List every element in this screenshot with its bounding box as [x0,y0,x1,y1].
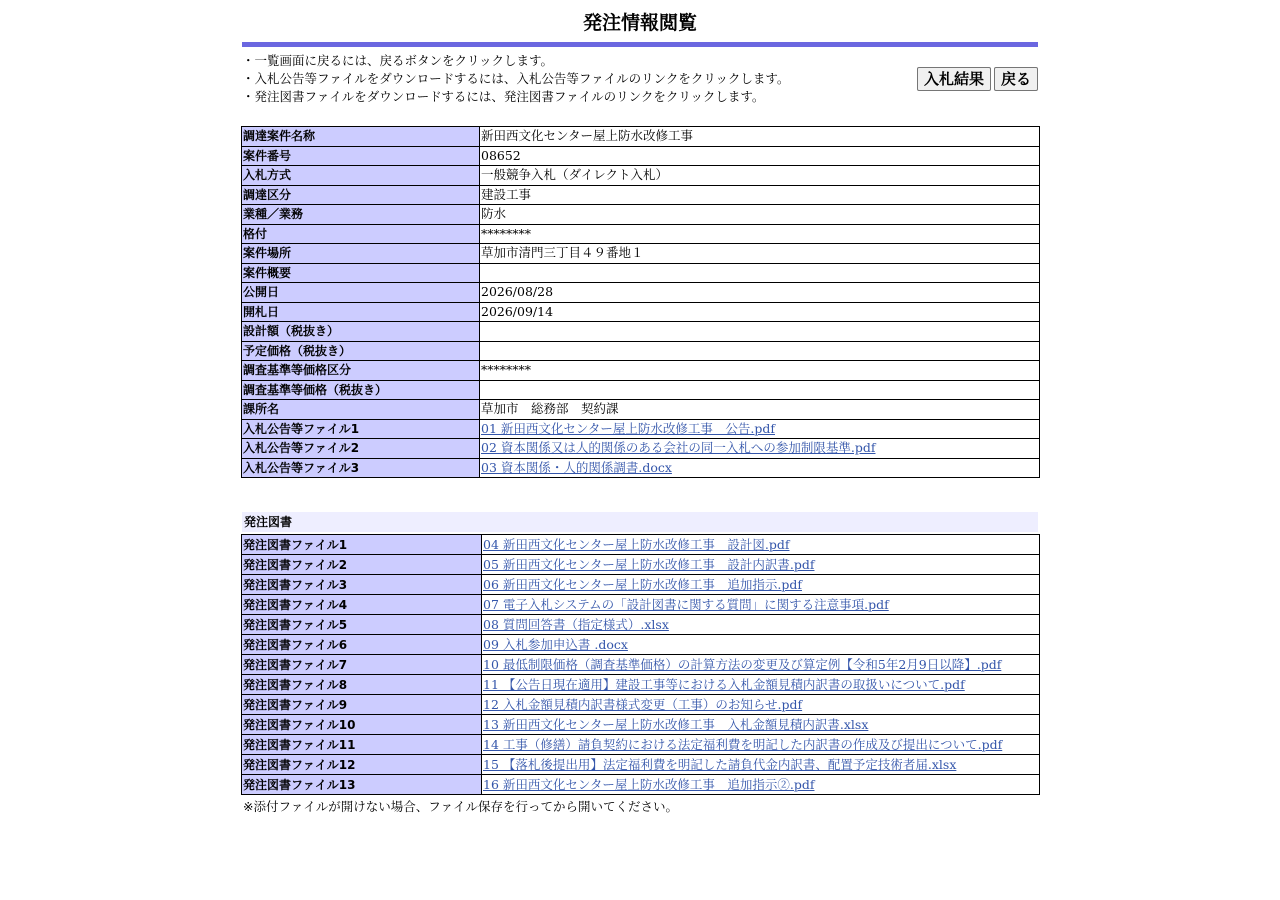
table-row [242,439,1040,459]
table-row [242,205,1040,225]
row-value: 一般競争入札（ダイレクト入札） [480,166,1040,186]
row-value [482,575,1040,595]
table-row [242,224,1040,244]
drawing-file-link[interactable]: 12 入札金額見積内訳書様式変更（工事）のお知らせ.pdf [483,696,803,712]
row-label: 開札日 [242,302,480,322]
table-row [242,419,1040,439]
row-value: 草加市 総務部 契約課 [480,400,1040,420]
row-value [482,675,1040,695]
row-label: 発注図書ファイル1 [242,535,482,555]
row-value [482,715,1040,735]
table-row [242,715,1040,735]
table-row [242,361,1040,381]
row-label: 調査基準等価格（税抜き） [242,380,480,400]
row-label: 調査基準等価格区分 [242,361,480,381]
row-label: 予定価格（税抜き） [242,341,480,361]
row-value [480,439,1040,459]
table-row [242,166,1040,186]
drawing-file-link[interactable]: 06 新田西文化センター屋上防水改修工事 追加指示.pdf [483,576,802,592]
table-row [242,458,1040,478]
row-label: 発注図書ファイル9 [242,695,482,715]
procurement-info-table [241,126,1040,478]
drawing-file-link[interactable]: 10 最低制限価格（調査基準価格）の計算方法の変更及び算定例【令和5年2月9日以降】.pdf [483,656,1002,672]
drawings-section-title: 発注図書 [242,512,1038,532]
row-label: 調達区分 [242,185,480,205]
table-row [242,185,1040,205]
table-row [242,655,1040,675]
table-row [242,555,1040,575]
row-label: 入札公告等ファイル3 [242,458,480,478]
page-title: 発注情報閲覧 [582,12,697,34]
action-buttons [917,67,1038,91]
drawing-file-link[interactable]: 16 新田西文化センター屋上防水改修工事 追加指示②.pdf [483,776,815,792]
table-row [242,244,1040,264]
row-value [482,635,1040,655]
row-label: 発注図書ファイル6 [242,635,482,655]
row-value [482,595,1040,615]
row-label: 発注図書ファイル12 [242,755,482,775]
row-label: 調達案件名称 [242,127,480,147]
drawing-file-link[interactable]: 13 新田西文化センター屋上防水改修工事 入札金額見積内訳書.xlsx [483,716,869,732]
row-label: 発注図書ファイル10 [242,715,482,735]
row-label: 課所名 [242,400,480,420]
instruction-line: ・入札公告等ファイルをダウンロードするには、入札公告等ファイルのリンクをクリックします。 [242,71,790,86]
row-label: 発注図書ファイル13 [242,775,482,795]
notice-file-link[interactable]: 02 資本関係又は人的関係のある会社の同一入札への参加制限基準.pdf [481,440,876,456]
row-value [482,755,1040,775]
row-label: 公開日 [242,283,480,303]
row-label: 発注図書ファイル4 [242,595,482,615]
row-label: 発注図書ファイル11 [242,735,482,755]
table-row [242,775,1040,795]
row-value: ******** [480,224,1040,244]
back-button[interactable]: 戻る [994,67,1038,91]
row-value [482,735,1040,755]
row-label: 入札方式 [242,166,480,186]
drawing-file-link[interactable]: 08 質問回答書（指定様式）.xlsx [483,616,669,632]
table-row [242,380,1040,400]
drawing-file-link[interactable]: 11 【公告日現在適用】建設工事等における入札金額見積内訳書の取扱いについて.pdf [483,676,965,692]
bid-result-button[interactable]: 入札結果 [917,67,991,91]
table-row [242,127,1040,147]
drawings-table [241,534,1040,795]
row-label: 案件概要 [242,263,480,283]
row-value: 2026/09/14 [480,302,1040,322]
row-label: 案件番号 [242,146,480,166]
table-row [242,146,1040,166]
instruction-line: ・一覧画面に戻るには、戻るボタンをクリックします。 [242,53,554,68]
row-value [480,341,1040,361]
instruction-line: ・発注図書ファイルをダウンロードするには、発注図書ファイルのリンクをクリックします。 [242,89,765,104]
title-divider [242,42,1038,47]
table-row [242,535,1040,555]
drawing-file-link[interactable]: 09 入札参加申込書 .docx [483,636,628,652]
table-row [242,615,1040,635]
row-label: 業種／業務 [242,205,480,225]
row-label: 発注図書ファイル2 [242,555,482,575]
row-value [482,655,1040,675]
row-value: 2026/08/28 [480,283,1040,303]
row-value [482,775,1040,795]
row-label: 入札公告等ファイル2 [242,439,480,459]
table-row [242,595,1040,615]
row-value [480,380,1040,400]
row-value: 建設工事 [480,185,1040,205]
drawing-file-link[interactable]: 05 新田西文化センター屋上防水改修工事 設計内訳書.pdf [483,556,815,572]
row-label: 格付 [242,224,480,244]
row-value [480,458,1040,478]
table-row [242,695,1040,715]
notice-file-link[interactable]: 01 新田西文化センター屋上防水改修工事 公告.pdf [481,420,775,436]
row-value [480,419,1040,439]
row-value [480,263,1040,283]
row-label: 発注図書ファイル5 [242,615,482,635]
drawing-file-link[interactable]: 04 新田西文化センター屋上防水改修工事 設計図.pdf [483,536,790,552]
row-value [482,615,1040,635]
row-label: 発注図書ファイル8 [242,675,482,695]
row-value: 防水 [480,205,1040,225]
row-label: 入札公告等ファイル1 [242,419,480,439]
row-label: 発注図書ファイル7 [242,655,482,675]
table-row [242,263,1040,283]
drawing-file-link[interactable]: 15 【落札後提出用】法定福利費を明記した請負代金内訳書、配置予定技術者届.xlsx [483,756,957,772]
table-row [242,341,1040,361]
table-row [242,575,1040,595]
row-value: 新田西文化センター屋上防水改修工事 [480,127,1040,147]
table-row [242,400,1040,420]
table-row [242,322,1040,342]
table-row [242,735,1040,755]
table-row [242,675,1040,695]
notice-file-link[interactable]: 03 資本関係・人的関係調書.docx [481,459,672,475]
drawing-file-link[interactable]: 14 工事（修繕）請負契約における法定福利費を明記した内訳書の作成及び提出について.pdf [483,736,1003,752]
row-value [482,695,1040,715]
row-value: 草加市清門三丁目４９番地１ [480,244,1040,264]
row-value [480,322,1040,342]
table-row [242,635,1040,655]
footnote: ※添付ファイルが開けない場合、ファイル保存を行ってから開いてください。 [243,799,678,814]
row-value: ******** [480,361,1040,381]
row-value [482,555,1040,575]
row-label: 案件場所 [242,244,480,264]
row-label: 発注図書ファイル3 [242,575,482,595]
drawing-file-link[interactable]: 07 電子入札システムの「設計図書に関する質問」に関する注意事項.pdf [483,596,889,612]
table-row [242,283,1040,303]
row-label: 設計額（税抜き） [242,322,480,342]
table-row [242,755,1040,775]
table-row [242,302,1040,322]
row-value [482,535,1040,555]
row-value: 08652 [480,146,1040,166]
instructions [242,52,789,106]
